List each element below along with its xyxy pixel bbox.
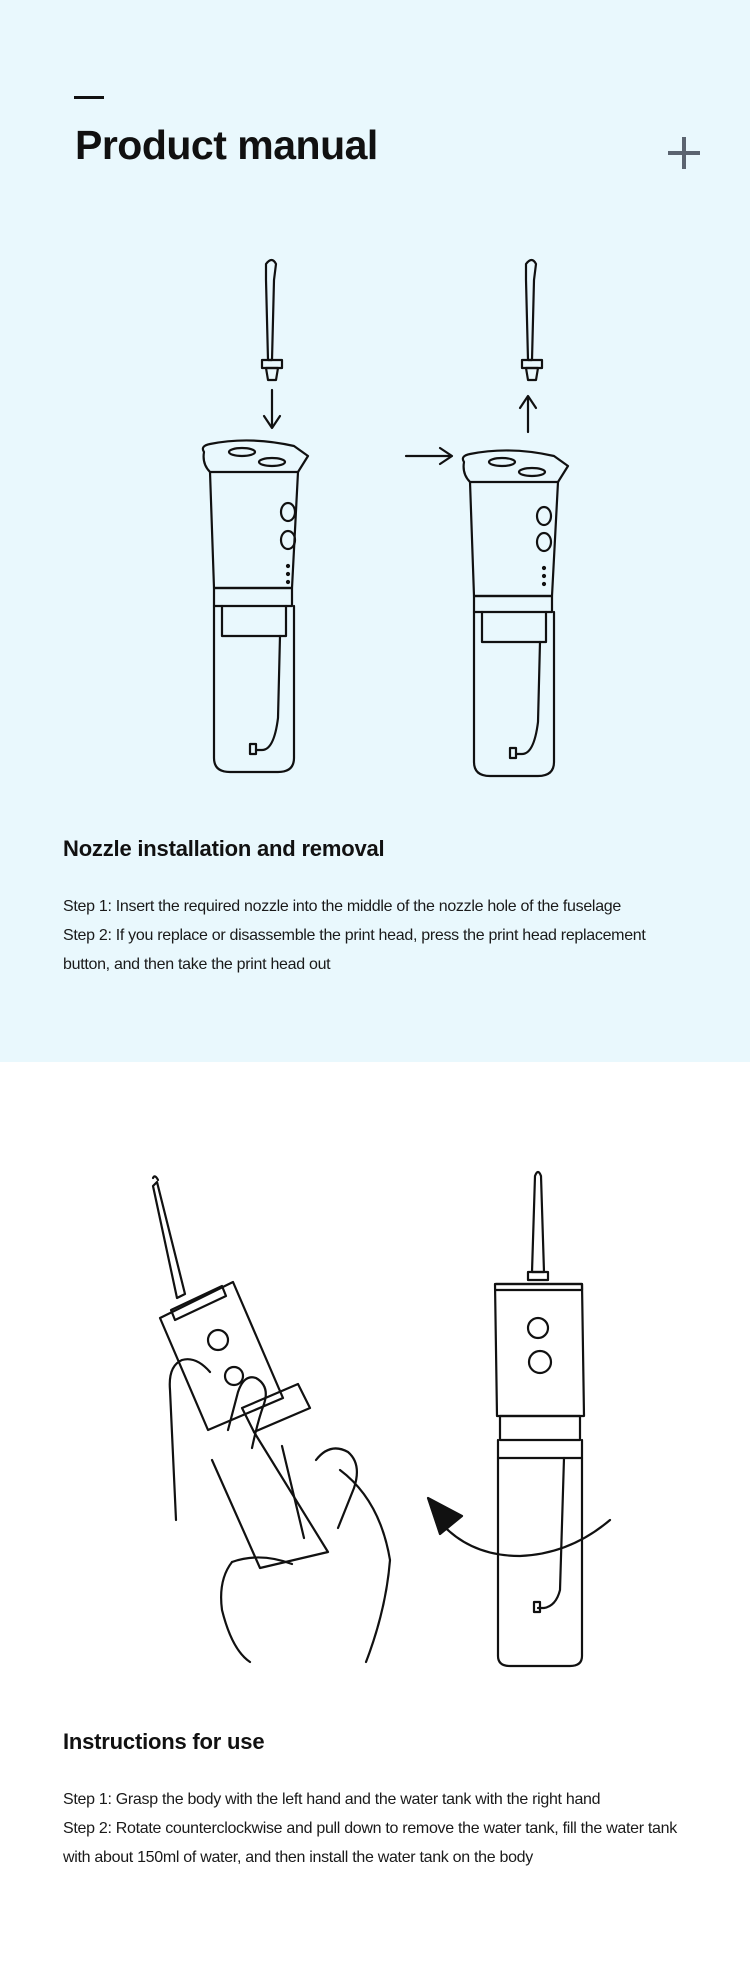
instructions-step-1: Step 1: Grasp the body with the left hand and the water tank with the right hand [63,1791,601,1808]
device-upright [428,1172,610,1666]
nozzle-left [262,260,282,380]
instructions-steps [63,1785,693,1872]
nozzle-steps [63,892,693,979]
device-in-hand [153,1176,390,1662]
instructions-step-2: Step 2: Rotate counterclockwise and pull down to remove the water tank, fill the water tank with about 150ml of water, and then install the water tank on the body [63,1820,677,1866]
plus-icon[interactable] [668,134,706,172]
nozzle-step-2: Step 2: If you replace or disassemble the print head, press the print head replacement button, and then take the print head out [63,927,646,973]
page-title: Product manual [75,122,378,168]
nozzle-illustration [190,250,580,780]
section-heading-nozzle: Nozzle installation and removal [63,836,385,861]
nozzle-step-1: Step 1: Insert the required nozzle into the middle of the nozzle hole of the fuselage [63,898,621,915]
device-right [463,450,568,776]
device-left [203,440,308,772]
nozzle-right [522,260,542,380]
title-dash [74,96,104,99]
section-heading-instructions: Instructions for use [63,1729,265,1754]
usage-illustration [140,1160,630,1680]
